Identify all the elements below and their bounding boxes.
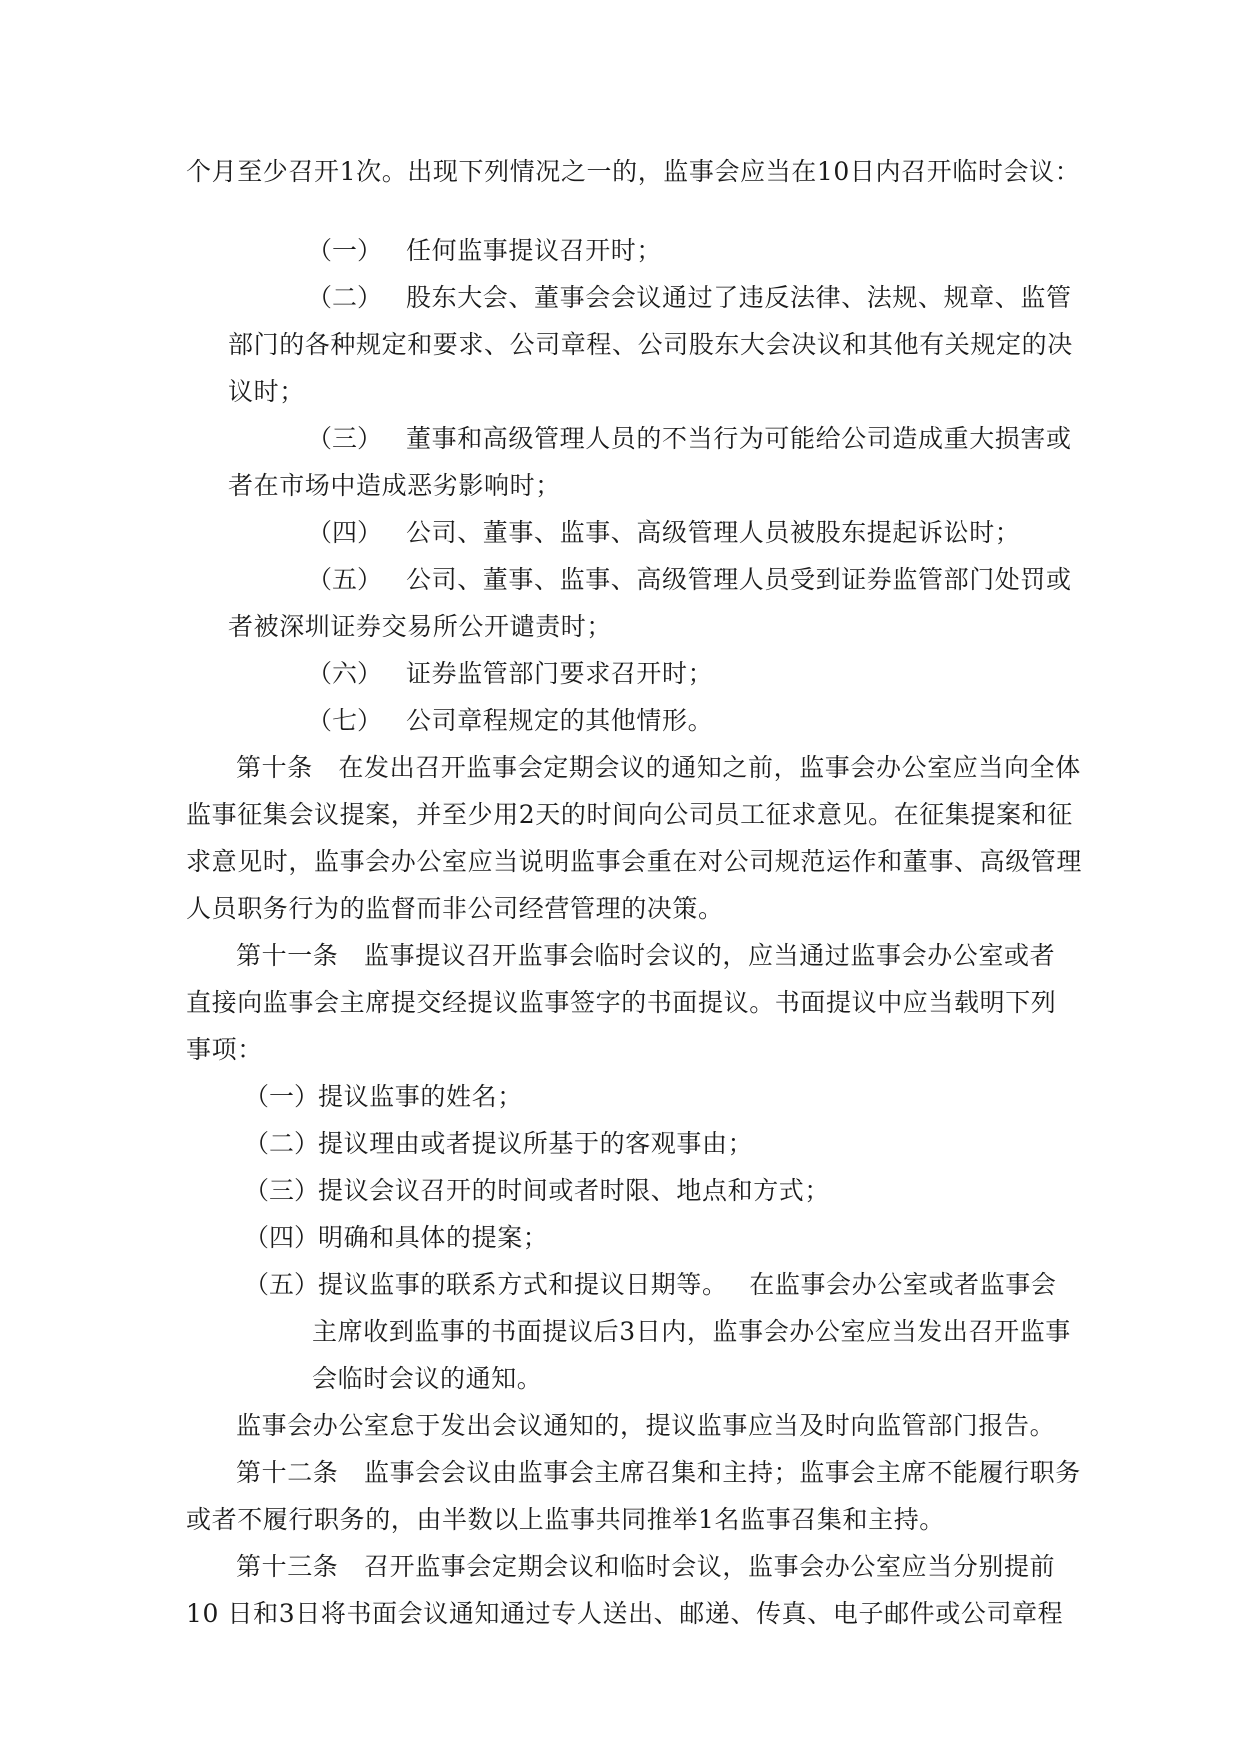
- article13-line1: 第十三条 召开监事会定期会议和临时会议，监事会办公室应当分别提前: [236, 1552, 1056, 1581]
- article12-line2: 或者不履行职务的，由半数以上监事共同推举1名监事召集和主持。: [186, 1505, 945, 1534]
- list-b-3-text: 提议会议召开的时间或者时限、地点和方式；: [318, 1176, 831, 1205]
- list-a-5-text-line2: 者被深圳证券交易所公开谴责时；: [228, 612, 613, 641]
- list-b-2-number: （二）: [244, 1129, 320, 1158]
- list-a-4-number: （四）: [307, 518, 383, 547]
- list-a-4-text: 公司、董事、监事、高级管理人员被股东提起诉讼时；: [406, 518, 1021, 547]
- article10-line2: 监事征集会议提案，并至少用2天的时间向公司员工征求意见。在征集提案和征: [186, 800, 1073, 829]
- list-b-5-text-line1: 提议监事的联系方式和提议日期等。 在监事会办公室或者监事会: [318, 1270, 1057, 1299]
- list-a-5-text-line1: 公司、董事、监事、高级管理人员受到证券监管部门处罚或: [406, 565, 1072, 594]
- list-a-2-number: （二）: [307, 283, 383, 312]
- list-a-1-number: （一）: [307, 236, 383, 265]
- list-a-7-number: （七）: [307, 706, 383, 735]
- article10-line4: 人员职务行为的监督而非公司经营管理的决策。: [186, 894, 724, 923]
- list-b-3-number: （三）: [244, 1176, 320, 1205]
- article11-line3: 事项：: [186, 1035, 263, 1064]
- article13-line2: 10 日和3日将书面会议通知通过专人送出、邮递、传真、电子邮件或公司章程: [186, 1599, 1064, 1628]
- list-b-2-text: 提议理由或者提议所基于的客观事由；: [318, 1129, 754, 1158]
- list-b-4-text: 明确和具体的提案；: [318, 1223, 549, 1252]
- list-a-3-text-line2: 者在市场中造成恶劣影响时；: [228, 471, 561, 500]
- article11-tail: 监事会办公室怠于发出会议通知的，提议监事应当及时向监管部门报告。: [236, 1411, 1056, 1440]
- list-b-5-text-line3: 会临时会议的通知。: [312, 1364, 543, 1393]
- intro-line: 个月至少召开1次。出现下列情况之一的，监事会应当在10日内召开临时会议：: [186, 157, 1081, 186]
- list-b-1-number: （一）: [244, 1082, 320, 1111]
- article10-line3: 求意见时，监事会办公室应当说明监事会重在对公司规范运作和董事、高级管理: [186, 847, 1083, 876]
- list-a-6-text: 证券监管部门要求召开时；: [406, 659, 714, 688]
- article11-line2: 直接向监事会主席提交经提议监事签字的书面提议。书面提议中应当载明下列: [186, 988, 1057, 1017]
- list-a-2-text-line3: 议时；: [228, 377, 305, 406]
- list-a-2-text-line1: 股东大会、董事会会议通过了违反法律、法规、规章、监管: [406, 283, 1072, 312]
- list-a-3-number: （三）: [307, 424, 383, 453]
- list-b-5-number: （五）: [244, 1270, 320, 1299]
- article12-line1: 第十二条 监事会会议由监事会主席召集和主持；监事会主席不能履行职务: [236, 1458, 1081, 1487]
- list-a-6-number: （六）: [307, 659, 383, 688]
- list-a-7-text: 公司章程规定的其他情形。: [406, 706, 714, 735]
- list-b-5-text-line2: 主席收到监事的书面提议后3日内，监事会办公室应当发出召开监事: [312, 1317, 1071, 1346]
- list-a-5-number: （五）: [307, 565, 383, 594]
- list-b-4-number: （四）: [244, 1223, 320, 1252]
- list-b-1-text: 提议监事的姓名；: [318, 1082, 523, 1111]
- list-a-1-text: 任何监事提议召开时；: [406, 236, 663, 265]
- article11-line1: 第十一条 监事提议召开监事会临时会议的，应当通过监事会办公室或者: [236, 941, 1056, 970]
- list-a-3-text-line1: 董事和高级管理人员的不当行为可能给公司造成重大损害或: [406, 424, 1072, 453]
- article10-line1: 第十条 在发出召开监事会定期会议的通知之前，监事会办公室应当向全体: [236, 753, 1081, 782]
- list-a-2-text-line2: 部门的各种规定和要求、公司章程、公司股东大会决议和其他有关规定的决: [228, 330, 1073, 359]
